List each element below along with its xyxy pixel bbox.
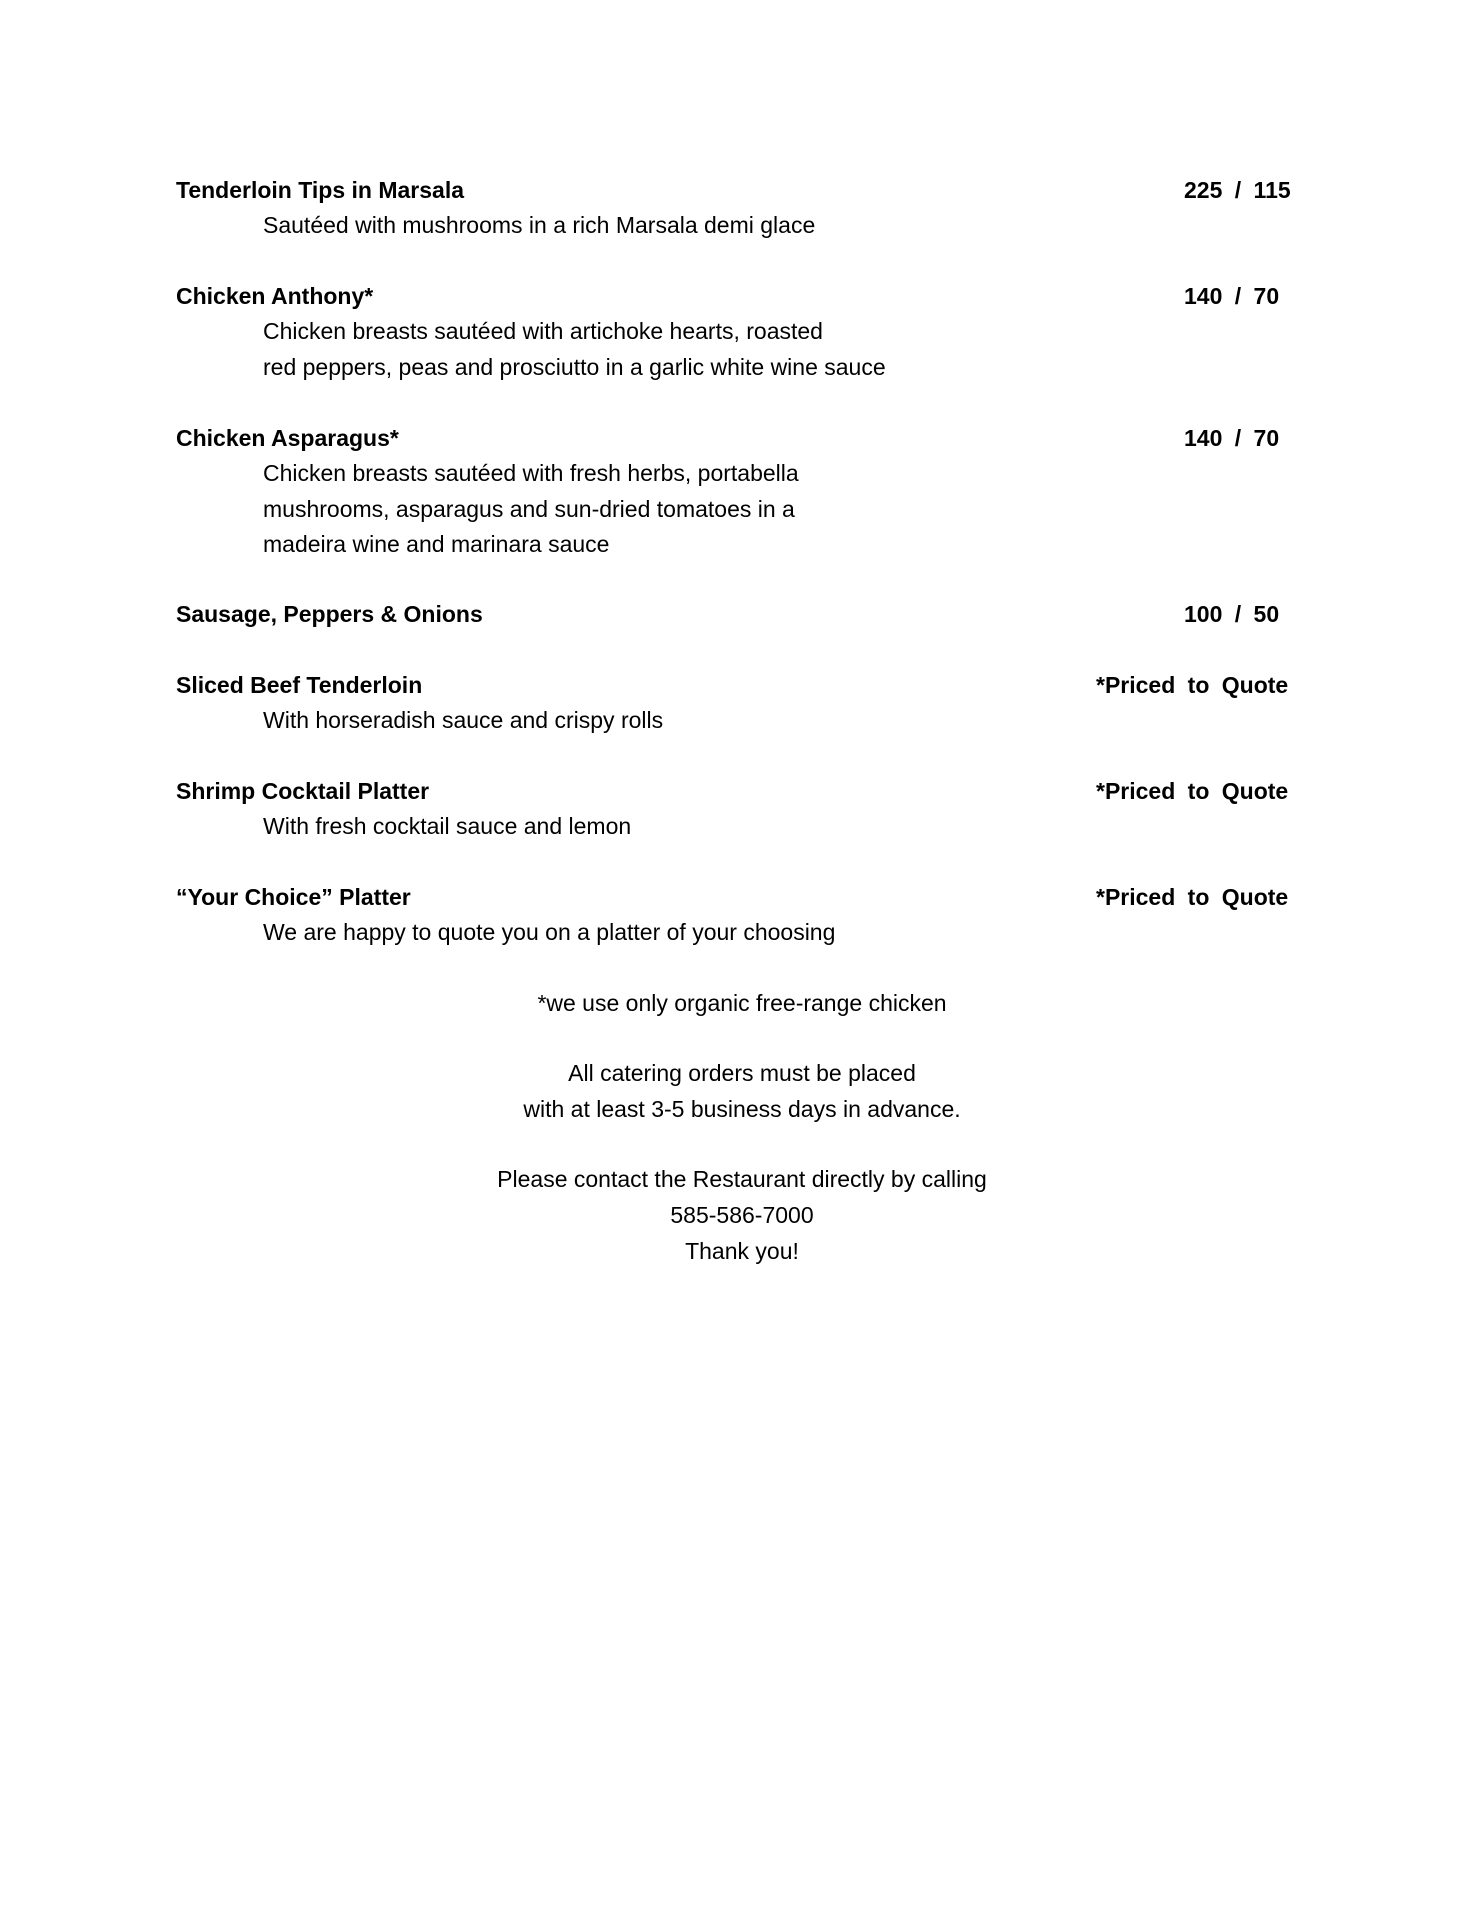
item-price: *Priced to Quote	[1096, 884, 1289, 910]
item-name: Chicken Anthony*	[176, 283, 374, 309]
item-price: 140 / 70	[1184, 283, 1280, 309]
description-line: Chicken breasts sautéed with artichoke hearts, roasted	[263, 318, 823, 344]
description-line: mushrooms, asparagus and sun-dried tomatoes in a	[263, 495, 795, 522]
item-description	[263, 703, 663, 739]
item-description	[263, 915, 835, 951]
item-description	[263, 208, 815, 244]
description-line: Chicken breasts sautéed with fresh herbs, portabella	[263, 460, 799, 486]
item-name: Sliced Beef Tenderloin	[176, 672, 423, 698]
item-price: 225 / 115	[1184, 177, 1291, 203]
ordering-notice	[0, 1055, 1484, 1127]
item-description	[263, 809, 631, 845]
description-line: Sautéed with mushrooms in a rich Marsala demi glace	[263, 212, 816, 238]
chicken-note-text: *we use only organic free-range chicken	[537, 990, 947, 1016]
item-price: 100 / 50	[1184, 601, 1280, 627]
item-description	[263, 456, 799, 563]
item-name: Tenderloin Tips in Marsala	[176, 177, 464, 203]
item-price: *Priced to Quote	[1096, 778, 1289, 804]
description-line: madeira wine and marinara sauce	[263, 531, 610, 557]
thank-you-text: Thank you!	[685, 1238, 799, 1264]
description-line: We are happy to quote you on a platter of your choosing	[263, 919, 836, 945]
description-line: red peppers, peas and prosciutto in a garlic white wine sauce	[263, 353, 886, 380]
contact-block	[0, 1161, 1484, 1269]
ordering-notice-line: with at least 3-5 business days in advance.	[523, 1096, 961, 1122]
item-name: Sausage, Peppers & Onions	[176, 601, 483, 627]
item-description	[263, 314, 886, 385]
description-line: With horseradish sauce and crispy rolls	[263, 707, 664, 733]
item-price: *Priced to Quote	[1096, 672, 1289, 698]
contact-text: Please contact the Restaurant directly by calling	[497, 1166, 987, 1192]
phone-number: 585-586-7000	[670, 1202, 814, 1228]
description-line: With fresh cocktail sauce and lemon	[263, 813, 632, 839]
chicken-note	[0, 985, 1484, 1021]
item-name: Shrimp Cocktail Platter	[176, 778, 430, 804]
item-name: Chicken Asparagus*	[176, 425, 399, 451]
ordering-notice-line: All catering orders must be placed	[568, 1060, 916, 1086]
item-price: 140 / 70	[1184, 425, 1280, 451]
item-name: “Your Choice” Platter	[176, 884, 411, 910]
